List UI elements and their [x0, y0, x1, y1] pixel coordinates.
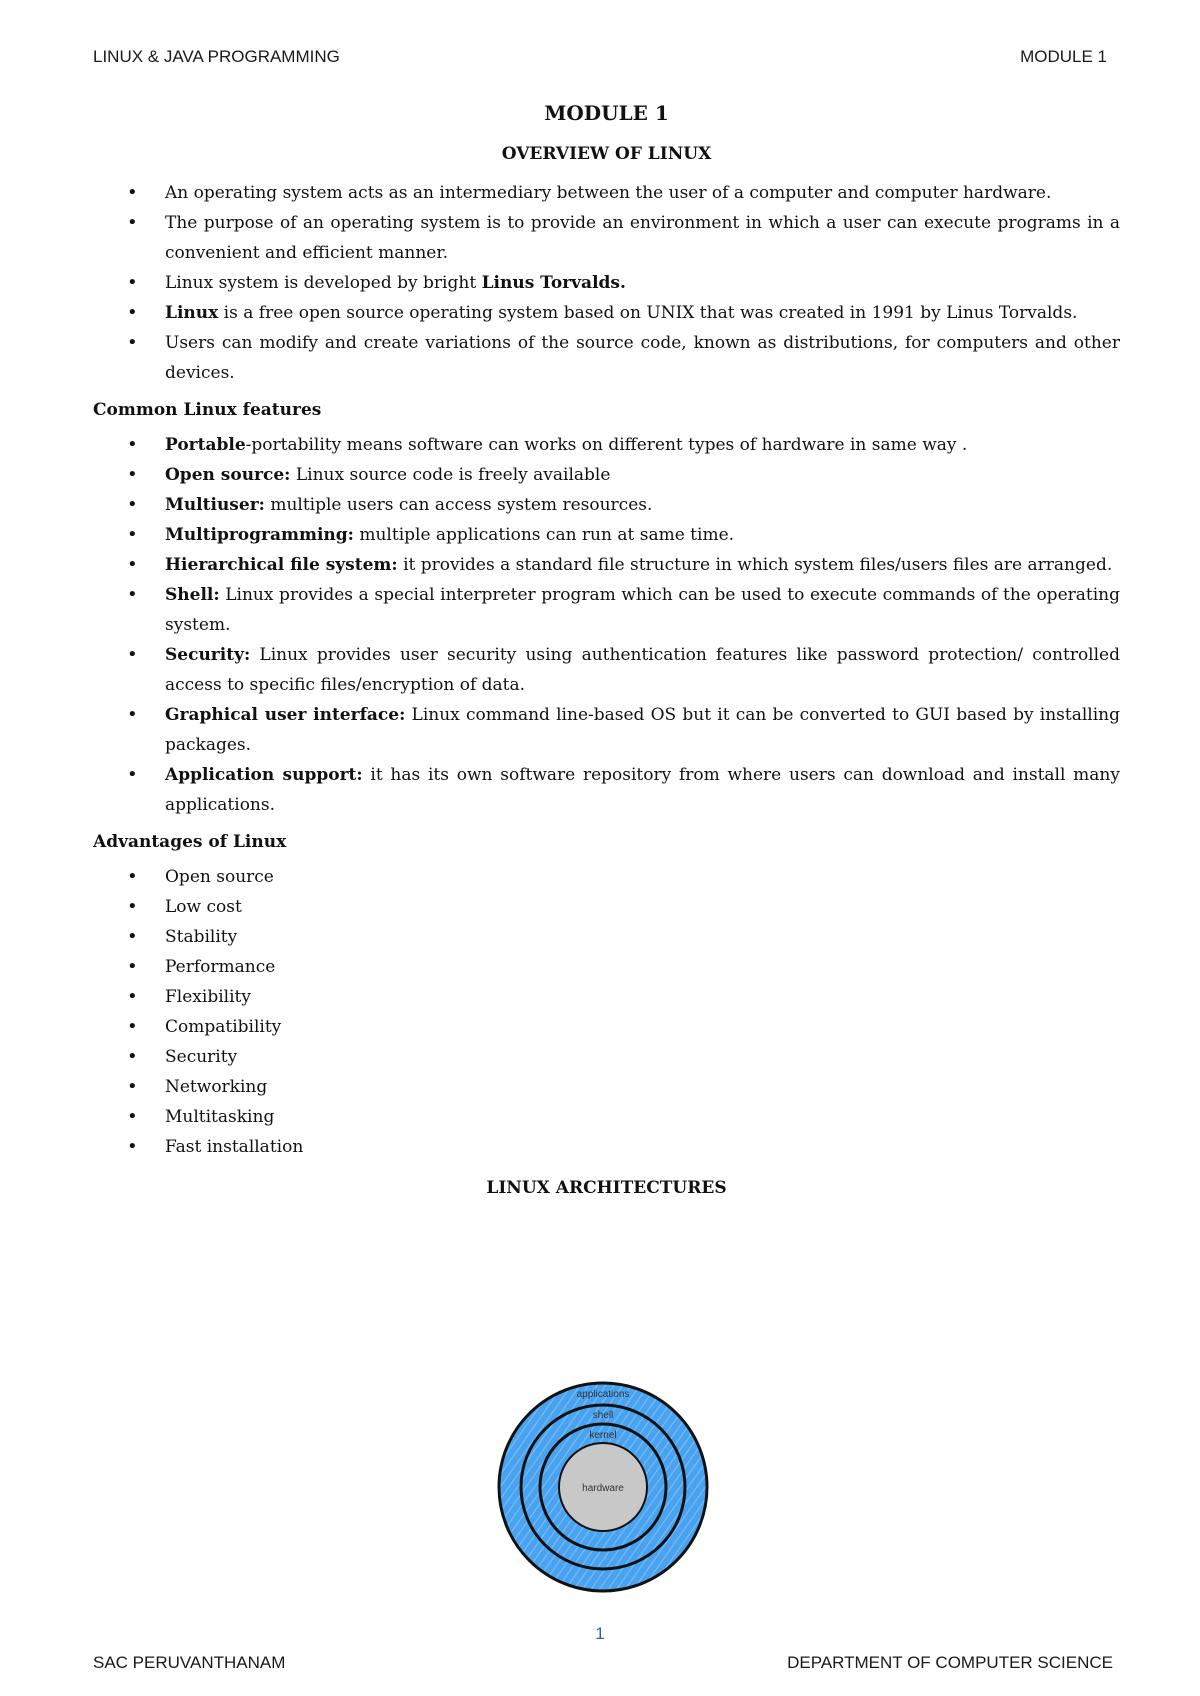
- linux-architecture-diagram: [497, 1381, 709, 1593]
- list-item: • Application support: it has its own software repository from where users can download and install many applications.: [93, 760, 1120, 820]
- list-item: • Multiprogramming: multiple applications can run at same time.: [93, 520, 1120, 550]
- list-item: • Compatibility: [93, 1012, 1120, 1042]
- list-item: • Open source: Linux source code is freely available: [93, 460, 1120, 490]
- list-item: • Security: [93, 1042, 1120, 1072]
- list-item: • Multitasking: [93, 1102, 1120, 1132]
- document-body: [93, 98, 1120, 1216]
- list-item: • Hierarchical file system: it provides a standard file structure in which system files/users files are arranged.: [93, 550, 1120, 580]
- list-item: • Users can modify and create variations of the source code, known as distributions, for computers and other devices.: [93, 328, 1120, 388]
- list-item: • Open source: [93, 862, 1120, 892]
- page-title: MODULE 1: [544, 101, 669, 125]
- list-item: • Multiuser: multiple users can access system resources.: [93, 490, 1120, 520]
- list-item: • Flexibility: [93, 982, 1120, 1012]
- footer-right: DEPARTMENT OF COMPUTER SCIENCE: [787, 1653, 1113, 1672]
- page-subtitle: OVERVIEW OF LINUX: [501, 144, 712, 164]
- header-right: MODULE 1: [1020, 47, 1107, 66]
- applications-label: applications: [576, 1389, 630, 1400]
- list-item: • Linux system is developed by bright Linus Torvalds.: [93, 268, 1120, 298]
- list-item: • Linux is a free open source operating system based on UNIX that was created in 1991 by Linus Torvalds.: [93, 298, 1120, 328]
- list-item: • The purpose of an operating system is to provide an environment in which a user can execute programs in a convenient and efficient manner.: [93, 208, 1120, 268]
- list-item: • An operating system acts as an intermediary between the user of a computer and computer hardware.: [93, 178, 1120, 208]
- architecture-heading: LINUX ARCHITECTURES: [486, 1178, 727, 1198]
- list-item: • Performance: [93, 952, 1120, 982]
- header-left: LINUX & JAVA PROGRAMMING: [93, 47, 340, 66]
- list-item: • Graphical user interface: Linux command line-based OS but it can be converted to GUI based by installing packages.: [93, 700, 1120, 760]
- shell-label: shell: [592, 1410, 614, 1421]
- hardware-label: hardware: [582, 1483, 624, 1494]
- footer-left: SAC PERUVANTHANAM: [93, 1653, 286, 1672]
- kernel-label: kernel: [589, 1430, 617, 1441]
- list-item: • Portable-portability means software can works on different types of hardware in same way .: [93, 430, 1120, 460]
- list-item: • Stability: [93, 922, 1120, 952]
- list-item: • Low cost: [93, 892, 1120, 922]
- list-item: • Networking: [93, 1072, 1120, 1102]
- advantages-list: [93, 862, 1120, 1162]
- features-heading: Common Linux features: [93, 400, 322, 420]
- list-item: • Shell: Linux provides a special interpreter program which can be used to execute commands of the operating system.: [93, 580, 1120, 640]
- overview-list: [93, 178, 1120, 388]
- page-number: 1: [595, 1624, 605, 1643]
- list-item: • Security: Linux provides user security using authentication features like password protection/ controlled access to specific files/encryption of data.: [93, 640, 1120, 700]
- list-item: • Fast installation: [93, 1132, 1120, 1162]
- features-list: [93, 430, 1120, 820]
- advantages-heading: Advantages of Linux: [93, 832, 287, 852]
